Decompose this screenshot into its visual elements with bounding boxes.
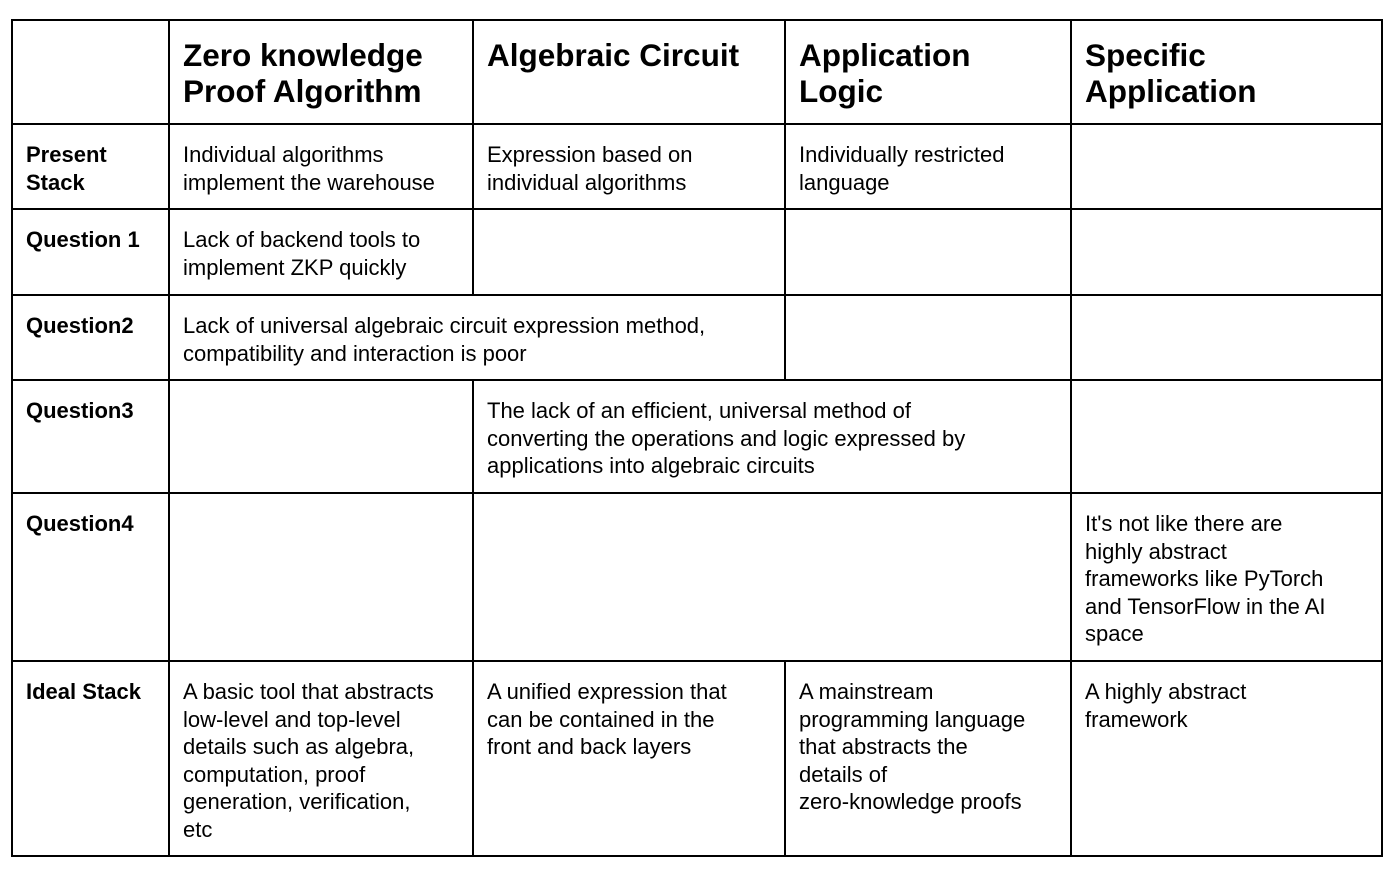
- table-cell: A highly abstract framework: [1071, 661, 1382, 856]
- table-row-ideal-stack: [12, 661, 1382, 856]
- header-zero-knowledge-proof-algorithm: Zero knowledge Proof Algorithm: [169, 20, 473, 124]
- table-cell: [1071, 209, 1382, 295]
- header-row: [12, 20, 1382, 124]
- table-row-question-3: [12, 380, 1382, 493]
- table-cell: [169, 380, 473, 493]
- table-cell: A unified expression that can be contained in the front and back layers: [473, 661, 785, 856]
- table-cell: [473, 209, 785, 295]
- table-cell-merged: [473, 493, 1071, 661]
- table-cell: Individual algorithms implement the warehouse: [169, 124, 473, 209]
- zkp-stack-table: [11, 19, 1383, 857]
- row-label-present-stack: Present Stack: [12, 124, 169, 209]
- table-row-question-2: [12, 295, 1382, 380]
- table-cell: Expression based on individual algorithms: [473, 124, 785, 209]
- table-cell: A basic tool that abstracts low-level and top-level details such as algebra, computation, proof generation, verification, etc: [169, 661, 473, 856]
- table-cell: [169, 493, 473, 661]
- row-label-question-2: Question2: [12, 295, 169, 380]
- table-row-question-4: [12, 493, 1382, 661]
- table-cell: [785, 209, 1071, 295]
- row-label-question-3: Question3: [12, 380, 169, 493]
- table-cell: [1071, 124, 1382, 209]
- table-row-question-1: [12, 209, 1382, 295]
- row-label-question-4: Question4: [12, 493, 169, 661]
- table-cell: Lack of backend tools to implement ZKP quickly: [169, 209, 473, 295]
- corner-header-cell: [12, 20, 169, 124]
- row-label-ideal-stack: Ideal Stack: [12, 661, 169, 856]
- table-cell: [1071, 295, 1382, 380]
- table-cell: Individually restricted language: [785, 124, 1071, 209]
- header-application-logic: Application Logic: [785, 20, 1071, 124]
- table-cell: [1071, 380, 1382, 493]
- row-label-question-1: Question 1: [12, 209, 169, 295]
- table-row-present-stack: [12, 124, 1382, 209]
- header-algebraic-circuit: Algebraic Circuit: [473, 20, 785, 124]
- table-cell-merged: The lack of an efficient, universal method of converting the operations and logic expressed by applications into algebraic circuits: [473, 380, 1071, 493]
- table-cell: [785, 295, 1071, 380]
- table-cell: A mainstream programming language that abstracts the details of zero-knowledge proofs: [785, 661, 1071, 856]
- table-cell: It's not like there are highly abstract frameworks like PyTorch and TensorFlow in the AI space: [1071, 493, 1382, 661]
- header-specific-application: Specific Application: [1071, 20, 1382, 124]
- table-cell-merged: Lack of universal algebraic circuit expression method, compatibility and interaction is poor: [169, 295, 785, 380]
